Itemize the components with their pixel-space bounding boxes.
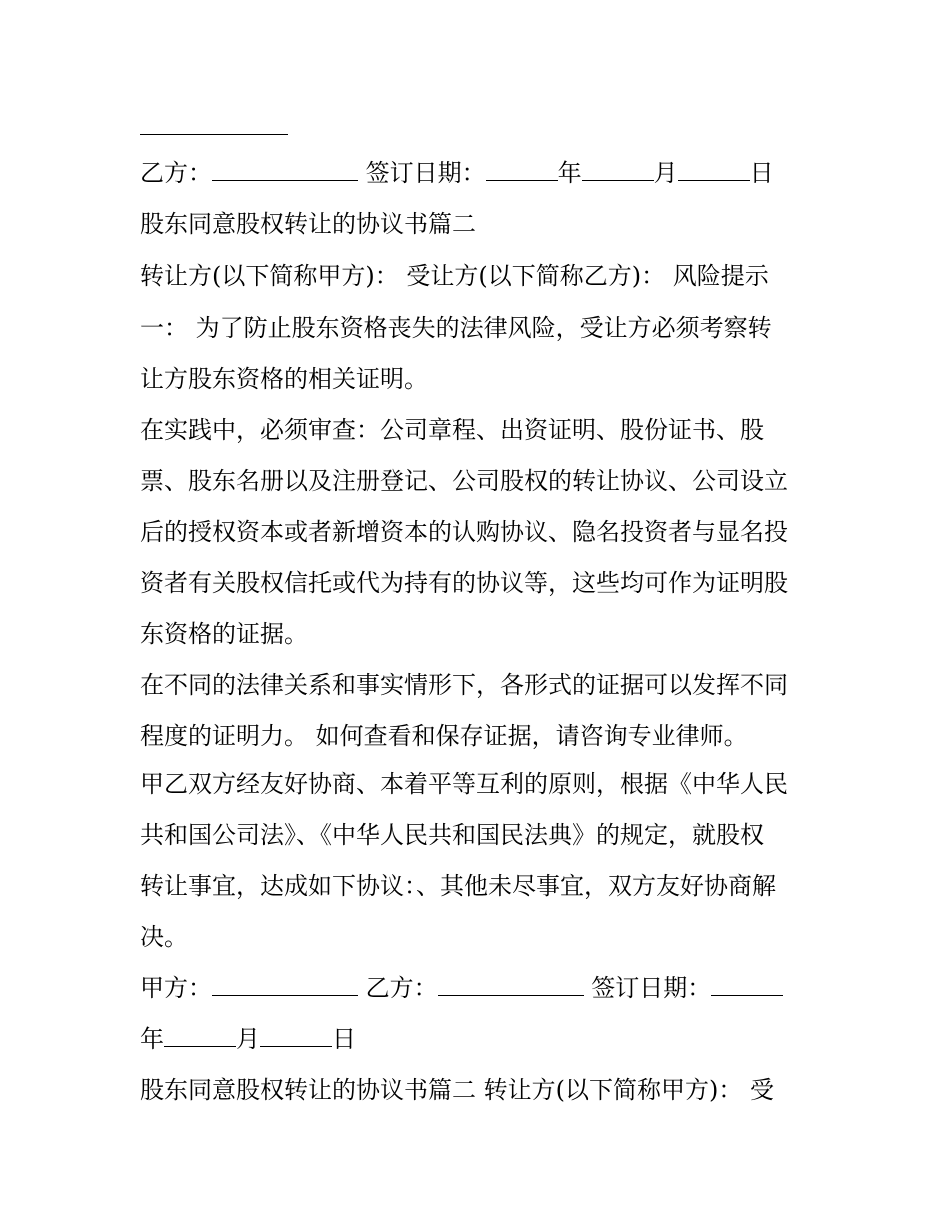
month-blank [582,158,654,181]
day-blank [678,158,750,181]
signature-line [140,973,820,1003]
day-blank [260,1024,332,1047]
day-label: 日 [749,159,774,187]
paragraph-line: 一： 为了防止股东资格丧失的法律风险，受让方必须考察转 [140,314,772,342]
paragraph-line: 程度的证明力。 如何查看和保存证据，请咨询专业律师。 [140,722,748,750]
paragraph-line: 票、股东名册以及注册登记、公司股权的转让协议、公司设立 [140,467,788,495]
date-line [140,1024,820,1054]
paragraph-line: 在实践中，必须审查：公司章程、出资证明、股份证书、股 [140,416,764,444]
paragraph-line: 股东同意股权转让的协议书篇二 转让方(以下简称甲方)： 受 [140,1076,774,1104]
party-b-sign-line [140,158,820,188]
party-b-blank [438,973,584,996]
month-blank [164,1024,236,1047]
party-b-blank [212,158,358,181]
month-label: 月 [653,159,678,187]
paragraph-line: 后的授权资本或者新增资本的认购协议、隐名投资者与显名投 [140,518,788,546]
paragraph-line: 转让方(以下简称甲方)： 受让方(以下简称乙方)： 风险提示 [140,262,769,290]
paragraph-line: 东资格的证据。 [140,620,308,648]
paragraph-line: 资者有关股权信托或代为持有的协议等，这些均可作为证明股 [140,569,788,597]
paragraph-line: 转让事宜，达成如下协议：、其他未尽事宜，双方友好协商解 [140,872,776,900]
sign-date-label: 签订日期： [358,159,486,187]
section-heading: 股东同意股权转让的协议书篇二 [140,210,476,238]
signature-blank-rule [140,134,288,135]
year-label: 年 [557,159,582,187]
paragraph-line: 决。 [140,923,188,951]
month-label: 月 [236,1025,260,1053]
sign-date-blank [711,973,783,996]
year-label: 年 [140,1025,164,1053]
year-blank [486,158,558,181]
paragraph-line: 共和国公司法》、《中华人民共和国民法典》的规定，就股权 [140,821,764,849]
paragraph-line: 在不同的法律关系和事实情形下，各形式的证据可以发挥不同 [140,671,788,699]
party-a-label: 甲方： [140,974,212,1002]
party-a-blank [212,973,358,996]
paragraph-line: 让方股东资格的相关证明。 [140,365,428,393]
sign-date-label: 签订日期： [583,974,712,1002]
party-b-label: 乙方： [140,159,212,187]
day-label: 日 [332,1025,356,1053]
party-b-label: 乙方： [358,974,438,1002]
paragraph-line: 甲乙双方经友好协商、本着平等互利的原则，根据《中华人民 [140,770,788,798]
